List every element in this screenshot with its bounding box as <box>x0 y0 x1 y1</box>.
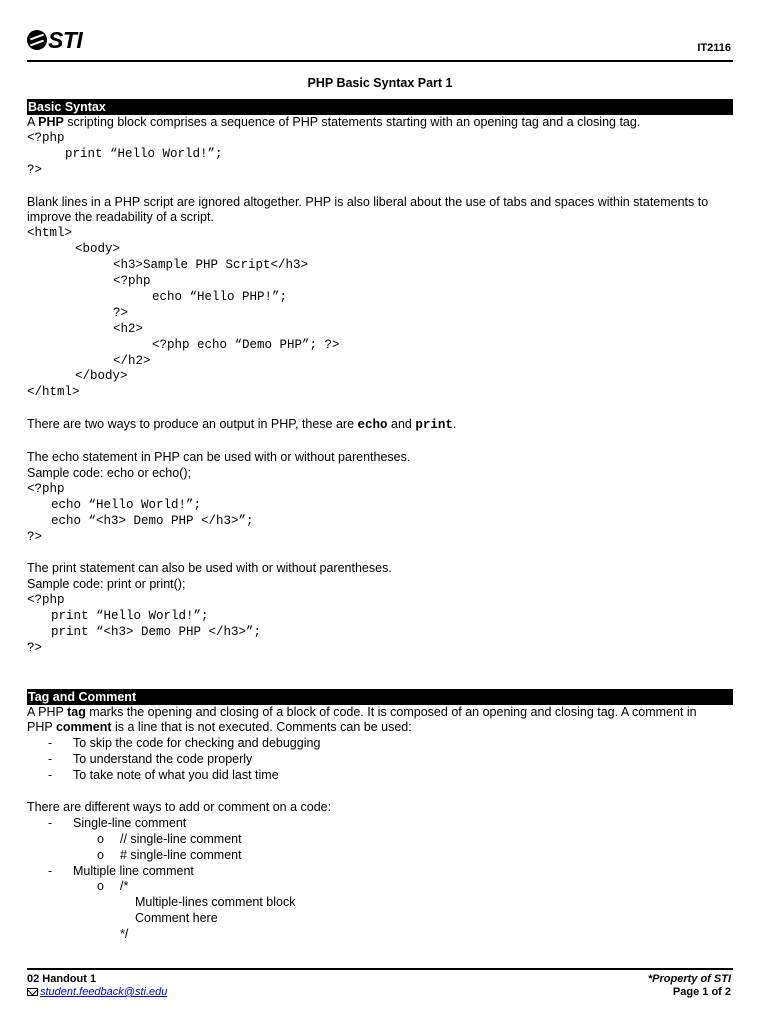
bold-term: tag <box>67 704 86 719</box>
code-line: print “<h3> Demo PHP </h3>”; <box>51 624 262 639</box>
code-line: <?php <box>27 593 65 608</box>
code-line: </html> <box>27 385 80 400</box>
circle-bullet: o <box>97 831 104 846</box>
text: Sample code: <box>27 465 107 480</box>
bold-term: comment <box>55 720 112 735</box>
basic-intro <box>27 115 733 131</box>
sub-list-item <box>27 879 733 895</box>
footer-divider <box>27 968 733 970</box>
code-line: ?> <box>27 529 43 544</box>
text: print <box>106 577 132 592</box>
list-text: To understand the code properly <box>73 752 253 767</box>
code-line: ?> <box>27 162 43 177</box>
list-item <box>27 736 733 752</box>
dash: - <box>48 736 53 751</box>
text: Sample code: <box>27 577 107 592</box>
dash: - <box>48 863 53 878</box>
tag-paragraph-line1 <box>27 705 733 721</box>
list-item <box>27 864 733 880</box>
list-text: To skip the code for checking and debugging <box>73 736 321 751</box>
code-line: </h2> <box>113 353 151 368</box>
logo-text: STI <box>48 26 83 53</box>
text: . <box>452 417 457 432</box>
circle-bullet: o <box>97 847 104 862</box>
code-line: <html> <box>27 226 73 241</box>
output-ways-paragraph <box>27 417 733 434</box>
code-line: print “Hello World!”; <box>65 146 223 161</box>
section-heading-basic-syntax: Basic Syntax <box>27 99 733 115</box>
comment-ways-paragraph: There are different ways to add or comment on a code: <box>27 799 332 814</box>
header-divider <box>27 60 733 62</box>
code-line: echo “Hello World!”; <box>51 497 202 512</box>
comment-block-line: */ <box>120 927 129 942</box>
list-text: Multiple line comment <box>73 863 194 878</box>
text: scripting block comprises a sequence of PHP statements starting with an opening tag and a closing tag. <box>63 115 641 129</box>
code-line: echo “<h3> Demo PHP </h3>”; <box>51 513 254 528</box>
echo-keyword: echo <box>357 418 388 433</box>
code-line: <?php <box>27 481 65 496</box>
text: PHP <box>27 720 56 735</box>
list-text: Single-line comment <box>73 815 187 830</box>
bold-term: PHP <box>38 115 64 129</box>
comment-block-line: Comment here <box>135 911 218 926</box>
print-paragraph: The print statement can also be used with or without parentheses. <box>27 561 392 576</box>
text: A PHP <box>27 704 68 719</box>
code-line: <?php echo “Demo PHP”; ?> <box>152 337 340 352</box>
dash: - <box>48 752 53 767</box>
text: or <box>131 577 150 592</box>
text: marks the opening and closing of a block of code. It is composed of an opening and closing tag. A comment in <box>85 704 697 719</box>
code-line: <?php <box>113 274 151 289</box>
page-number: Page 1 of 2 <box>672 986 731 998</box>
sub-list-item <box>27 832 733 848</box>
text: There are two ways to produce an output in PHP, these are <box>27 417 358 432</box>
comment-block-line: Multiple-lines comment block <box>135 895 296 910</box>
code-line: <h3>Sample PHP Script</h3> <box>113 258 309 273</box>
text: or <box>134 465 153 480</box>
feedback-email <box>27 986 167 998</box>
list-text: // single-line comment <box>120 831 242 846</box>
text: A <box>27 115 39 129</box>
globe-icon <box>27 30 47 50</box>
document-code: IT2116 <box>697 42 731 54</box>
dash: - <box>48 815 53 830</box>
list-item <box>27 752 733 768</box>
code-line: print “Hello World!”; <box>51 609 209 624</box>
document-body <box>27 99 733 943</box>
envelope-icon <box>27 988 38 996</box>
list-text: To take note of what you did last time <box>73 768 279 783</box>
code-line: <body> <box>75 242 121 257</box>
code-line: <?php <box>27 130 65 145</box>
text: is a line that is not executed. Comments can be used: <box>111 720 412 735</box>
list-item <box>27 768 733 784</box>
code-line: ?> <box>113 305 129 320</box>
list-text: # single-line comment <box>120 847 242 862</box>
text: print(); <box>149 577 186 592</box>
code-line: ?> <box>27 640 43 655</box>
sti-logo <box>27 28 82 52</box>
list-item <box>27 816 733 832</box>
code-line: <h2> <box>113 321 144 336</box>
code-line: echo “Hello PHP!”; <box>152 289 288 304</box>
print-keyword: print <box>415 418 453 433</box>
email-link[interactable]: student.feedback@sti.edu <box>40 986 168 998</box>
text: echo <box>106 465 135 480</box>
blank-lines-paragraph: Blank lines in a PHP script are ignored altogether. PHP is also liberal about the use of tabs and spaces within statements to improve the readability of a script. <box>27 194 709 225</box>
code-line: </body> <box>75 369 128 384</box>
handout-label: 02 Handout 1 <box>27 973 97 985</box>
list-text: /* <box>120 879 129 894</box>
print-sample <box>27 577 733 593</box>
circle-bullet: o <box>97 879 104 894</box>
page-title: PHP Basic Syntax Part 1 <box>307 76 453 90</box>
page-header <box>27 28 733 62</box>
section-heading-tag-comment: Tag and Comment <box>27 689 733 705</box>
dash: - <box>48 768 53 783</box>
property-note: *Property of STI <box>647 973 731 985</box>
sub-list-item <box>27 848 733 864</box>
echo-paragraph: The echo statement in PHP can be used with or without parentheses. <box>27 449 411 464</box>
text: echo(); <box>152 465 191 480</box>
text: and <box>387 417 416 432</box>
echo-sample <box>27 466 733 482</box>
page-footer <box>27 968 733 1002</box>
tag-paragraph-line2 <box>27 720 733 736</box>
